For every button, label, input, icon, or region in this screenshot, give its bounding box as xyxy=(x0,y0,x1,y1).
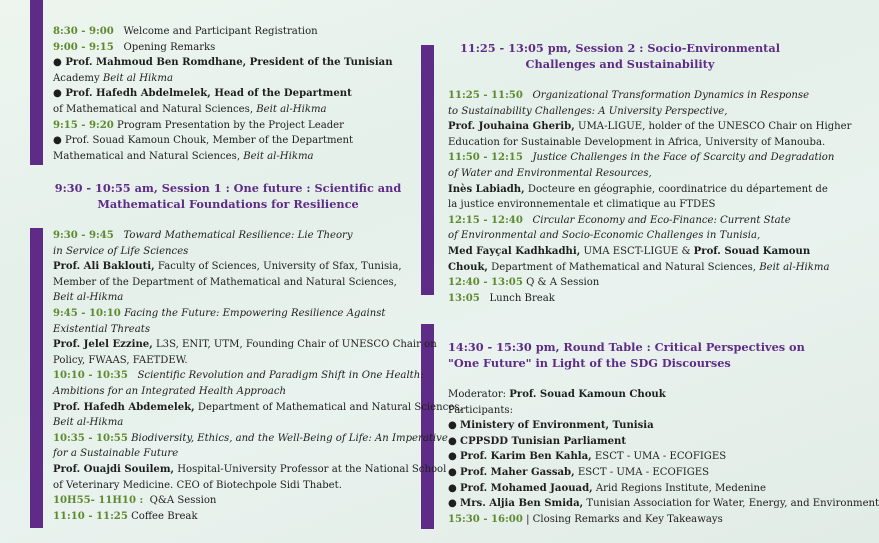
roundtable-block xyxy=(448,387,879,527)
agenda-row: 12:15 - 12:40 Circular Economy and Eco-Finance: Current State xyxy=(448,214,791,226)
agenda-row: 8:30 - 9:00 Welcome and Participant Registration xyxy=(53,26,318,37)
closing-row: 15:30 - 16:00 | Closing Remarks and Key Takeaways xyxy=(448,513,723,525)
participants-label: Participants: xyxy=(448,404,513,416)
speaker-row: Med Fayçal Kadhkadhi, UMA ESCT-LIGUE & Prof. Souad Kamoun xyxy=(448,245,811,257)
speaker-row: Chouk, Department of Mathematical and Natural Sciences, Beit al-Hikma xyxy=(448,261,830,273)
agenda-row: 9:45 - 10:10 Facing the Future: Empowering Resilience Against xyxy=(53,307,386,319)
talk-title: Existential Threats xyxy=(53,323,151,335)
talk-title: in Service of Life Sciences xyxy=(53,245,189,257)
agenda-row: Academy Beit al Hikma xyxy=(53,72,173,84)
left-bottom-bar xyxy=(30,228,43,528)
agenda-row: 11:25 - 11:50 Organizational Transformation Dynamics in Response xyxy=(448,90,810,101)
agenda-row: 13:05 Lunch Break xyxy=(448,292,555,304)
agenda-row: 10H55- 11H10 : Q&A Session xyxy=(53,495,217,507)
agenda-row: 11:10 - 11:25 Coffee Break xyxy=(53,510,198,522)
agenda-row: 11:50 - 12:15 Justice Challenges in the Face of Scarcity and Degradation xyxy=(448,152,835,164)
roundtable-header: 14:30 - 15:30 pm, Round Table : Critical Perspectives on "One Future" in Light of the SDG Discourses xyxy=(448,340,805,370)
opening-block xyxy=(53,24,393,164)
agenda-row: 9:30 - 9:45 Toward Mathematical Resilience: Lie Theory xyxy=(53,230,353,241)
speaker-row: Prof. Ali Baklouti, Faculty of Sciences, University of Sfax, Tunisia, xyxy=(53,261,402,273)
affiliation: Education for Sustainable Development in Africa, University of Manouba. xyxy=(448,136,826,148)
talk-title: Ambitions for an Integrated Health Approach xyxy=(53,385,286,397)
affiliation: Beit al-Hikma xyxy=(53,417,124,429)
participant-item: ● Prof. Mohamed Jaouad, Arid Regions Institute, Medenine xyxy=(448,482,767,494)
speaker-row: Prof. Jouhaina Gherib, UMA-LIGUE, holder of the UNESCO Chair on Higher xyxy=(448,121,852,133)
affiliation: Policy, FWAAS, FAETDEW. xyxy=(53,354,188,366)
session2-header: 11:25 - 13:05 pm, Session 2 : Socio-Environmental Challenges and Sustainability xyxy=(459,41,780,71)
left-top-bar xyxy=(30,0,43,165)
agenda-row: 10:10 - 10:35 Scientific Revolution and Paradigm Shift in One Health: xyxy=(53,370,424,382)
talk-title: of Water and Environmental Resources, xyxy=(448,167,652,179)
speaker-row: Prof. Jelel Ezzine, L3S, ENIT, UTM, Founding Chair of UNESCO Chair on xyxy=(53,339,437,351)
agenda-row: Mathematical and Natural Sciences, Beit al-Hikma xyxy=(53,150,314,162)
talk-title: to Sustainability Challenges: A University Perspective, xyxy=(448,105,728,117)
agenda-row: ● Prof. Mahmoud Ben Romdhane, President of the Tunisian xyxy=(53,57,393,69)
agenda-row: ● Prof. Hafedh Abdelmelek, Head of the Department xyxy=(53,88,352,100)
agenda-row: 9:00 - 9:15 Opening Remarks xyxy=(53,41,216,53)
session1-block xyxy=(53,228,463,524)
agenda-row: ● Prof. Souad Kamoun Chouk, Member of the Department xyxy=(53,135,354,147)
participant-item: ● CPPSDD Tunisian Parliament xyxy=(448,435,627,447)
talk-title: for a Sustainable Future xyxy=(53,448,179,460)
agenda-row: 12:40 - 13:05 Q & A Session xyxy=(448,277,600,289)
session1-header: 9:30 - 10:55 am, Session 1 : One future : Scientific and Mathematical Foundations for Resilience xyxy=(54,181,402,211)
session2-block xyxy=(448,88,851,306)
affiliation: Member of the Department of Mathematical and Natural Sciences, xyxy=(53,276,397,288)
agenda-row: 9:15 - 9:20 Program Presentation by the Project Leader xyxy=(53,119,344,131)
talk-title: of Environmental and Socio-Economic Challenges in Tunisia, xyxy=(448,230,761,242)
participant-item: ● Ministery of Environment, Tunisia xyxy=(448,420,654,432)
moderator-row: Moderator: Prof. Souad Kamoun Chouk xyxy=(448,389,666,400)
agenda-row: 10:35 - 10:55 Biodiversity, Ethics, and the Well-Being of Life: An Imperative xyxy=(53,432,448,444)
affiliation: Beit al-Hikma xyxy=(53,292,124,304)
agenda-row: of Mathematical and Natural Sciences, Beit al-Hikma xyxy=(53,103,327,115)
participant-item: ● Prof. Karim Ben Kahla, ESCT - UMA - ECOFIGES xyxy=(448,451,727,463)
affiliation: la justice environnementale et climatique au FTDES xyxy=(448,199,716,211)
speaker-row: Inès Labiadh, Docteure en géographie, coordinatrice du département de xyxy=(448,183,828,195)
affiliation: of Veterinary Medicine. CEO of Biotechpole Sidi Thabet. xyxy=(53,479,342,491)
participant-item: ● Mrs. Aljia Ben Smida, Tunisian Association for Water, Energy, and Environment xyxy=(448,498,879,510)
speaker-row: Prof. Hafedh Abdemelek, Department of Mathematical and Natural Sciences, xyxy=(53,401,463,413)
speaker-row: Prof. Ouajdi Souilem, Hospital-University Professor at the National School xyxy=(53,463,447,475)
participant-item: ● Prof. Maher Gassab, ESCT - UMA - ECOFIGES xyxy=(448,466,710,478)
